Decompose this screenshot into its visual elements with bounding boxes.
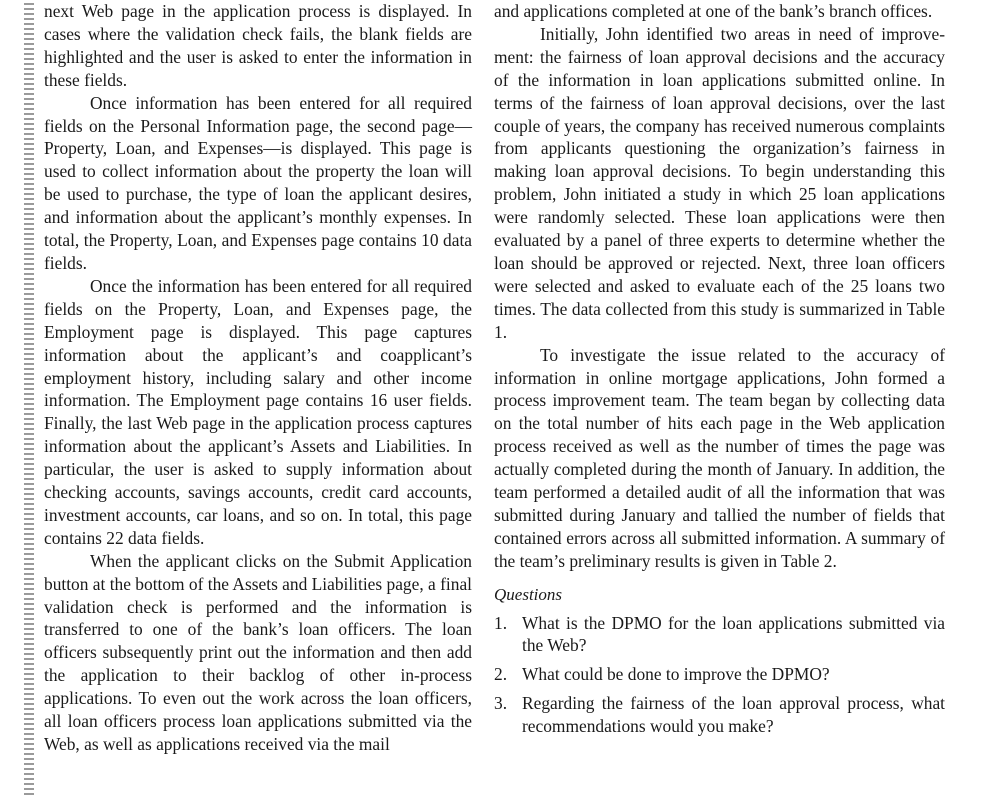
questions-list (494, 612, 945, 739)
paragraph: next Web page in the application process is displayed. In cases where the validation check fails, the blank fields are highlighted and the user is asked to enter the information in these fields. (44, 1, 472, 90)
paragraph: To investigate the issue related to the accuracy of information in online mortgage applications, John formed a process improvement team. The team began by collecting data on the total number of hits each page in the Web application process received as well as the number of times the page was actually completed during the month of January. In addition, the team performed a detailed audit of all the information that was submitted during January and tallied the number of fields that contained errors across all submitted information. A summary of the team’s preliminary results is given in Table 2. (494, 344, 945, 571)
paragraph: Once information has been entered for all required fields on the Personal Information page, the second page—Property, Loan, and Expenses—is displayed. This page is used to collect information about the property the loan will be used to purchase, the type of loan the applicant desires, and information about the applicant’s monthly expenses. In total, the Property, Loan, and Expenses page contains 10 data fields. (44, 92, 472, 273)
question-item (494, 692, 945, 738)
question-number: 3. (494, 693, 508, 714)
page-binding-edge (0, 0, 34, 798)
question-number: 2. (494, 664, 508, 685)
paragraph: When the applicant clicks on the Submit Application button at the bottom of the Assets and Liabilities page, a final validation check is performed and the information is transferred to one of the bank’s loan officers. The loan officers subsequently print out the information and then add the application to their backlog of other in-process applications. To even out the work across the loan officers, all loan officers process loan applications submitted via the Web, as well as applications received via the mail (44, 550, 472, 754)
questions-heading: Questions (494, 584, 562, 604)
question-item (494, 612, 945, 658)
question-text: What is the DPMO for the loan applications submitted via the Web? (522, 612, 945, 656)
left-column (44, 0, 472, 756)
question-text: What could be done to improve the DPMO? (522, 664, 830, 685)
right-column (494, 0, 945, 744)
question-text: Regarding the fairness of the loan approval process, what recommendations would you make? (522, 693, 945, 737)
paragraph: and applications completed at one of the bank’s branch offices. (494, 1, 933, 21)
question-number: 1. (494, 612, 508, 633)
question-item (494, 663, 945, 686)
paragraph: Once the information has been entered for all required fields on the Property, Loan, and Expenses page, the Employment page is displayed. This page captures information about the applicant’s and coapplicant’s employment history, including salary and other income information. The Employment page contains 16 user fields. Finally, the last Web page in the application process captures information about the applicant’s Assets and Liabilities. In particular, the user is asked to supply information about checking accounts, savings accounts, credit card accounts, investment accounts, car loans, and so on. In total, this page contains 22 data fields. (44, 275, 472, 548)
paragraph: Initially, John identified two areas in need of improvement: the fairness of loan approval decisions and the accuracy of the information in loan applications submitted online. In terms of the fairness of loan approval decisions, over the last couple of years, the company has received numerous complaints from applicants questioning the organization’s fairness in making loan approval decisions. To begin understanding this problem, John initiated a study in which 25 loan applications were randomly selected. These loan applications were then evaluated by a panel of three experts to determine whether the loan should be approved or rejected. Next, three loan officers were selected and asked to evaluate each of the 25 loans two times. The data collected from this study is summarized in Table 1. (494, 23, 945, 342)
